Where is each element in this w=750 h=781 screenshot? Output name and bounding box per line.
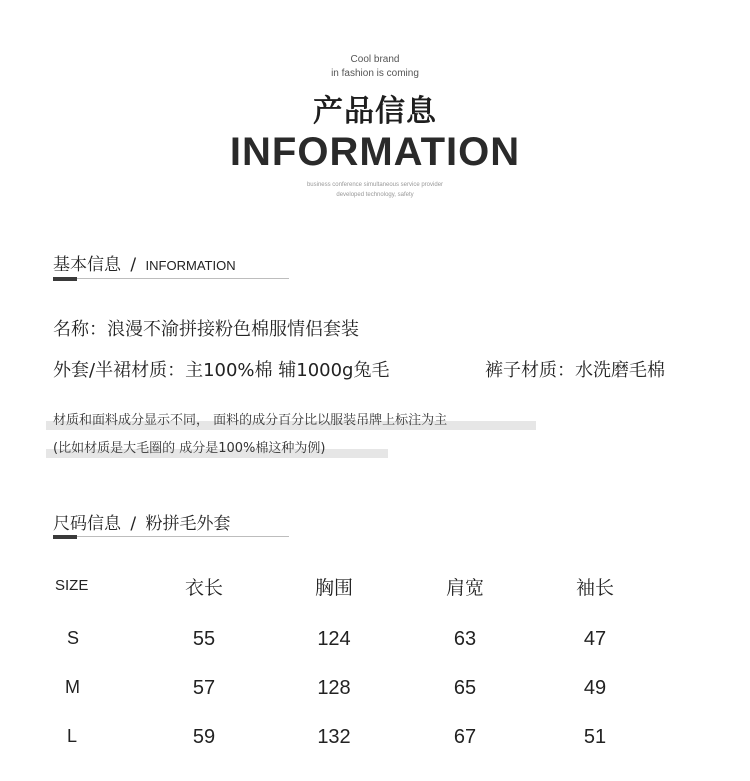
basic-info-heading-cn: 基本信息 [53,255,121,275]
table-cell: 49 [583,677,607,699]
basic-info-heading [53,250,236,275]
page-title-cn: 产品信息 [313,94,437,129]
table-cell: 128 [317,677,351,699]
table-header-length: 衣长 [184,577,223,599]
size-info-rule-accent [53,535,77,539]
basic-info-rule [53,278,289,279]
table-cell: 132 [317,726,351,748]
pants-material: 裤子材质：水洗磨毛棉 [485,360,665,381]
tagline-line1: Cool brand [350,54,400,65]
product-name: 名称：浪漫不渝拼接粉色棉服情侣套装 [53,319,359,340]
table-row-size: S [67,628,80,648]
table-cell: 51 [583,726,607,748]
table-row-size: L [67,726,78,746]
basic-info-rule-accent [53,277,77,281]
basic-info-heading-en: INFORMATION [145,258,236,273]
table-cell: 67 [453,726,477,748]
size-info-rule [53,536,289,537]
page-title-en: INFORMATION [229,130,521,174]
header-fine-print-line2: developed technology, safety [336,192,414,198]
header-fine-print-line1: business conference simultaneous service provider [306,182,444,188]
table-cell: 57 [192,677,216,699]
size-info-heading-sub: 粉拼毛外套 [145,514,231,534]
table-cell: 124 [317,628,351,650]
table-header-shoulder: 肩宽 [445,577,484,599]
heading-separator: / [130,514,137,534]
table-row-size: M [65,677,80,697]
table-header-size: SIZE [55,577,89,594]
table-cell: 63 [453,628,477,650]
table-header-chest: 胸围 [314,577,353,599]
size-info-heading [53,509,231,534]
table-cell: 55 [192,628,216,650]
size-info-heading-cn: 尺码信息 [53,514,121,534]
table-cell: 47 [583,628,607,650]
material-note-line1: 材质和面料成分显示不同， 面料的成分百分比以服装吊牌上标注为主 [53,413,448,428]
heading-separator: / [130,255,137,275]
material-note-line2: (比如材质是大毛圈的 成分是100%棉这种为例) [53,441,326,456]
table-cell: 65 [453,677,477,699]
table-header-sleeve: 袖长 [575,577,614,599]
tagline-line2: in fashion is coming [331,68,419,79]
table-cell: 59 [192,726,216,748]
jacket-skirt-material: 外套/半裙材质：主100%棉 辅1000g兔毛 [53,360,390,381]
